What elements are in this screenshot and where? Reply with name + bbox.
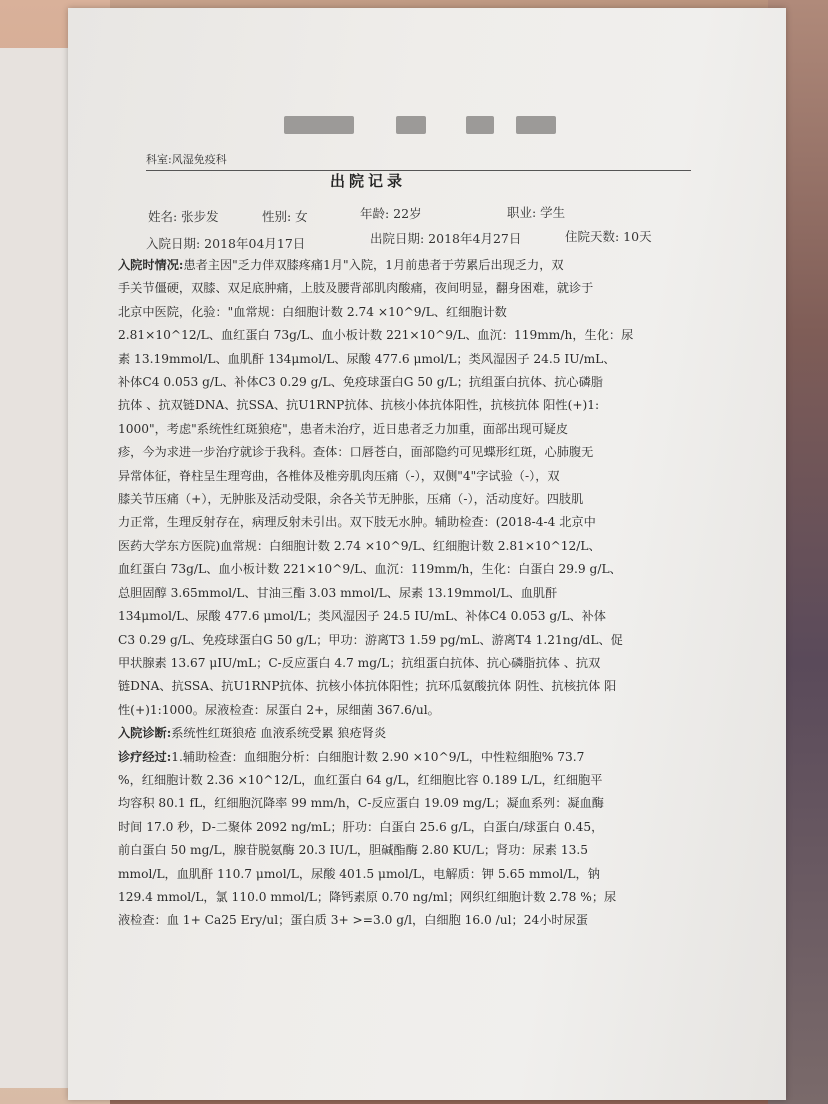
document-header bbox=[146, 148, 691, 171]
course-line: 129.4 mmol/L，氯 110.0 mmol/L；降钙素原 0.70 ng/ml；网织红细胞计数 2.78 %；尿 bbox=[118, 889, 617, 904]
document-title: 出院记录 bbox=[330, 172, 407, 190]
course-line: 均容积 80.1 fL，红细胞沉降率 99 mm/h，C-反应蛋白 19.09 mg/L；凝血系列：凝血酶 bbox=[118, 796, 604, 811]
course-line: mmol/L，血肌酐 110.7 μmol/L，尿酸 401.5 μmol/L，电解质：钾 5.65 mmol/L，钠 bbox=[118, 866, 600, 881]
admission-line: 补体C4 0.053 g/L、补体C3 0.29 g/L、免疫球蛋白G 50 g/L；抗组蛋白抗体、抗心磷脂 bbox=[118, 375, 603, 390]
redacted-block bbox=[396, 116, 426, 134]
patient-gender: 性别: 女 bbox=[262, 209, 308, 224]
patient-name: 姓名: 张步发 bbox=[148, 209, 219, 224]
course-line: 前白蛋白 50 mg/L，腺苷脱氨酶 20.3 IU/L，胆碱酯酶 2.80 KU/L；肾功：尿素 13.5 bbox=[118, 843, 588, 858]
admission-line: 总胆固醇 3.65mmol/L、甘油三酯 3.03 mmol/L、尿素 13.19mmol/L、血肌酐 bbox=[118, 585, 558, 600]
admission-line: 入院时情况:患者主因"乏力伴双膝疼痛1月"入院，1月前患者于劳累后出现乏力，双 bbox=[118, 258, 564, 272]
admission-line: 北京中医院，化验："血常规：白细胞计数 2.74 ×10^9/L、红细胞计数 bbox=[118, 304, 507, 319]
admission-line: 2.81×10^12/L、血红蛋白 73g/L、血小板计数 221×10^9/L、血沉：119mm/h，生化：尿 bbox=[118, 328, 634, 343]
course-line: 诊疗经过:1.辅助检查：血细胞分析：白细胞计数 2.90 ×10^9/L，中性粒细胞% 73.7 bbox=[118, 749, 585, 764]
admission-date: 入院日期: 2018年04月17日 bbox=[146, 236, 306, 251]
course-label: 诊疗经过: bbox=[118, 749, 172, 764]
redacted-block bbox=[466, 116, 494, 134]
admission-line: 疹，今为求进一步治疗就诊于我科。查体：口唇苍白，面部隐约可见蝶形红斑，心肺腹无 bbox=[118, 445, 594, 460]
admission-line: 链DNA、抗SSA、抗U1RNP抗体、抗核小体抗体阳性；抗环瓜氨酸抗体 阴性、抗核抗体 阳 bbox=[118, 679, 617, 694]
admission-line: 134μmol/L、尿酸 477.6 μmol/L；类风湿因子 24.5 IU/mL、补体C4 0.053 g/L、补体 bbox=[118, 609, 606, 624]
admission-line: 甲状腺素 13.67 μIU/mL；C-反应蛋白 4.7 mg/L；抗组蛋白抗体、抗心磷脂抗体 、抗双 bbox=[118, 655, 601, 670]
admission-line: 膝关节压痛（+），无肿胀及活动受限，余各关节无肿胀，压痛（-），活动度好。四肢肌 bbox=[118, 492, 584, 507]
course-line: 时间 17.0 秒，D-二聚体 2092 ng/mL；肝功：白蛋白 25.6 g/L，白蛋白/球蛋白 0.45， bbox=[118, 819, 604, 834]
stay-days: 住院天数: 10天 bbox=[565, 229, 652, 244]
admission-line: 性(+)1:1000。尿液检查：尿蛋白 2+，尿细菌 367.6/ul。 bbox=[118, 702, 440, 717]
admission-line: 力正常，生理反射存在，病理反射未引出。双下肢无水肿。辅助检查：(2018-4-4 北京中 bbox=[118, 515, 596, 530]
redacted-block bbox=[284, 116, 354, 134]
admission-line: 素 13.19mmol/L、血肌酐 134μmol/L、尿酸 477.6 μmol/L；类风湿因子 24.5 IU/mL、 bbox=[118, 351, 616, 366]
admission-label: 入院时情况: bbox=[118, 258, 184, 272]
diagnosis-line bbox=[118, 722, 718, 745]
admission-line: C3 0.29 g/L、免疫球蛋白G 50 g/L；甲功：游离T3 1.59 pg/mL、游离T4 1.21ng/dL、促 bbox=[118, 632, 623, 647]
course-line: 液检查：血 1+ Ca25 Ery/ul；蛋白质 3+ >=3.0 g/l，白细胞 16.0 /ul；24小时尿蛋 bbox=[118, 913, 588, 928]
admission-line: 抗体 、抗双链DNA、抗SSA、抗U1RNP抗体、抗核小体抗体阳性，抗核抗体 阳性(+)1: bbox=[118, 398, 600, 413]
diagnosis-label: 入院诊断: bbox=[118, 726, 172, 741]
admission-section bbox=[118, 254, 718, 933]
admission-line: 手关节僵硬，双膝、双足底肿痛，上肢及腰背部肌肉酸痛，夜间明显，翻身困难，就诊于 bbox=[118, 281, 594, 296]
redacted-block bbox=[516, 116, 556, 134]
admission-line: 1000"，考虑"系统性红斑狼疮"，患者未治疗，近日患者乏力加重，面部出现可疑皮 bbox=[118, 421, 569, 436]
admission-line: 医药大学东方医院)血常规：白细胞计数 2.74 ×10^9/L、红细胞计数 2.81×10^12/L、 bbox=[118, 538, 601, 553]
admission-line: 异常体征，脊柱呈生理弯曲，各椎体及椎旁肌肉压痛（-），双侧"4"字试验（-），双 bbox=[118, 468, 560, 483]
department-label: 科室:风湿免疫科 bbox=[146, 153, 227, 166]
admission-line: 血红蛋白 73g/L、血小板计数 221×10^9/L、血沉：119mm/h，生化：白蛋白 29.9 g/L、 bbox=[118, 562, 622, 577]
discharge-date: 出院日期: 2018年4月27日 bbox=[370, 231, 522, 246]
course-line: %，红细胞计数 2.36 ×10^12/L，血红蛋白 64 g/L，红细胞比容 0.189 L/L，红细胞平 bbox=[118, 772, 603, 787]
patient-occupation: 职业: 学生 bbox=[507, 205, 566, 220]
patient-age: 年龄: 22岁 bbox=[360, 206, 422, 221]
diagnosis-text: 系统性红斑狼疮 血液系统受累 狼疮肾炎 bbox=[171, 726, 387, 741]
